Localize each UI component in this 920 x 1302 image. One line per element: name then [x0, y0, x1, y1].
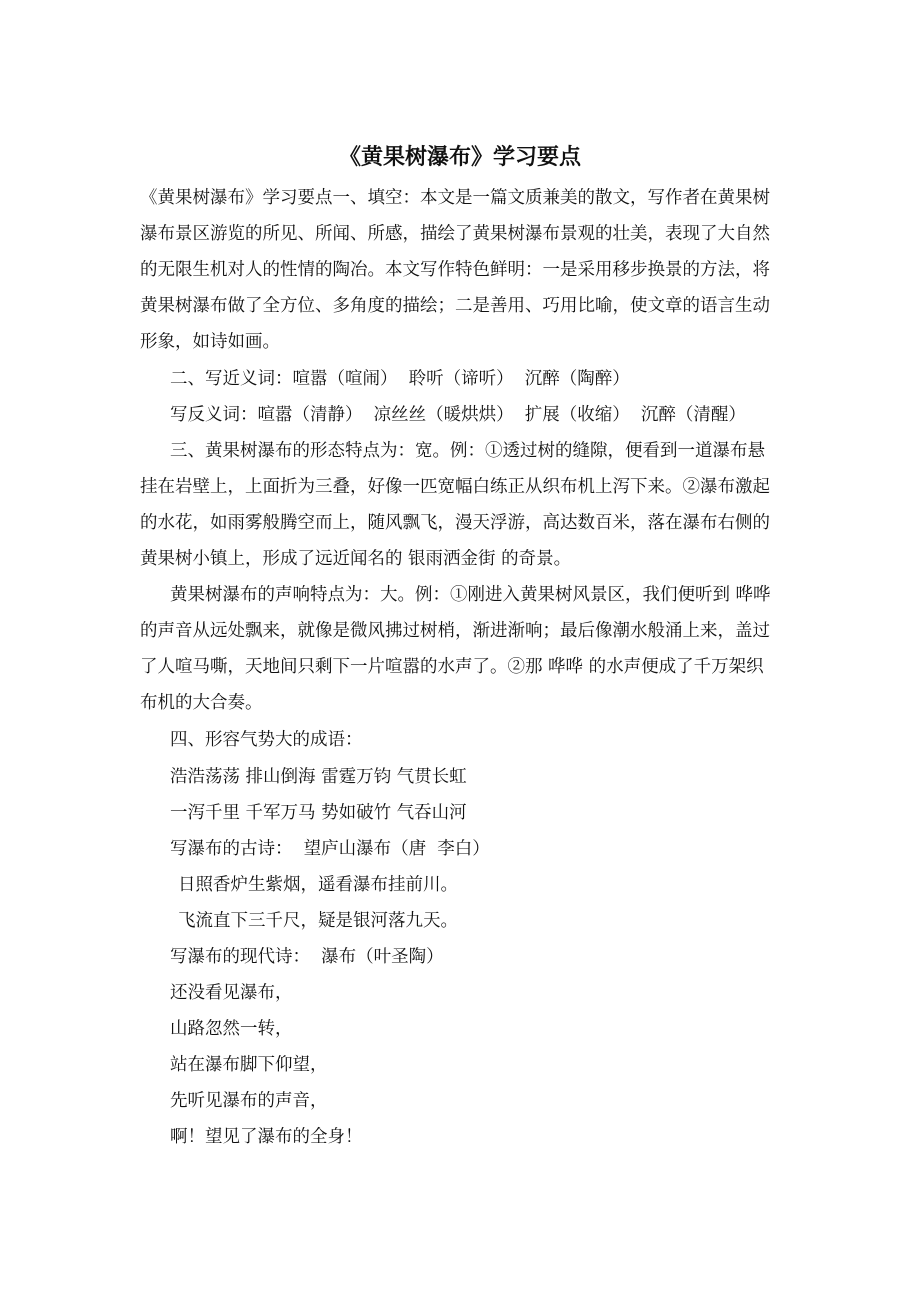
modern-poem-heading: 写瀑布的现代诗： 瀑布（叶圣陶） [170, 947, 444, 967]
ancient-poem-line-2: 飞流直下三千尺，疑是银河落九天。 [178, 911, 458, 931]
ancient-poem-heading: 写瀑布的古诗： 望庐山瀑布（唐 李白） [170, 839, 490, 859]
antonyms-line: 写反义词：喧嚣（清静） 凉丝丝（暖烘烘） 扩展（收缩） 沉醉（清醒） [170, 405, 746, 425]
sound-text: 黄果树瀑布的声响特点为：大。例：①刚进入黄果树风景区，我们便听到 哗哗 的声音从远处飘来，就像是微风拂过树梢，渐进渐响；最后像潮水般涌上来，盖过了人喧马嘶，天地间只剩下一片喧嚣的水声了。②那 哗哗 的水声便成了千万架织布机的大合奏。 [140, 585, 771, 713]
modern-poem-line: 先听见瀑布的声音， [170, 1091, 328, 1111]
modern-poem-line: 山路忽然一转， [170, 1019, 293, 1039]
idioms-line-2: 一泻千里 千军万马 势如破竹 气吞山河 [170, 803, 467, 823]
intro-text: 《黄果树瀑布》学习要点一、填空：本文是一篇文质兼美的散文，写作者在黄果树瀑布景区游览的所见、所闻、所感，描绘了黄果树瀑布景观的壮美，表现了大自然的无限生机对人的性情的陶冶。本文写作特色鲜明：一是采用移步换景的方法，将黄果树瀑布做了全方位、多角度的描绘；二是善用、巧用比喻，使文章的语言生动形象，如诗如画。 [140, 188, 770, 352]
shape-paragraph [140, 433, 780, 577]
shape-text: 三、黄果树瀑布的形态特点为：宽。例：①透过树的缝隙，便看到一道瀑布悬挂在岩壁上，上面折为三叠，好像一匹宽幅白练正从织布机上泻下来。②瀑布激起的水花，如雨雾般腾空而上，随风飘飞，漫天浮游，高达数百米，落在瀑布右侧的黄果树小镇上，形成了远近闻名的 银雨洒金街 的奇景。 [140, 441, 770, 569]
sound-paragraph [140, 577, 780, 721]
ancient-poem-line-1: 日照香炉生紫烟，遥看瀑布挂前川。 [178, 875, 458, 895]
idioms-heading: 四、形容气势大的成语： [170, 730, 363, 750]
modern-poem-line: 还没看见瀑布， [170, 983, 293, 1003]
intro-paragraph [140, 180, 780, 360]
modern-poem-line: 啊！望见了瀑布的全身！ [170, 1127, 363, 1147]
document-title: 《黄果树瀑布》学习要点 [338, 145, 581, 170]
synonyms-line: 二、写近义词：喧嚣（喧闹） 聆听（谛听） 沉醉（陶醉） [170, 369, 630, 389]
modern-poem-line: 站在瀑布脚下仰望， [170, 1055, 328, 1075]
idioms-line-1: 浩浩荡荡 排山倒海 雷霆万钧 气贯长虹 [170, 767, 467, 787]
